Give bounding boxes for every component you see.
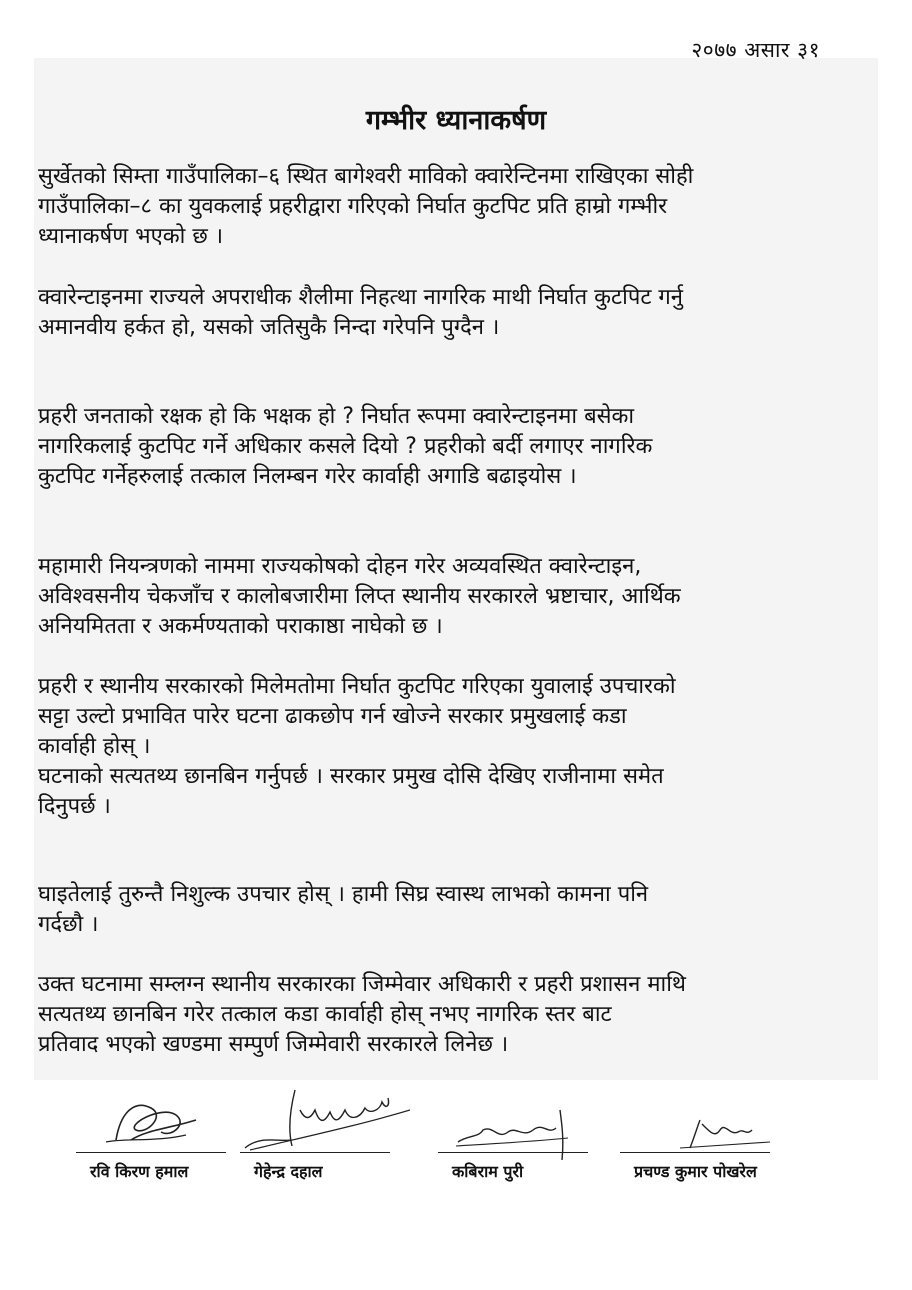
paragraph-line: अनियमितता र अकर्मण्यताको पराकाष्ठा नाघेको छ । [38,614,443,639]
signatory-name: कबिराम पुरी [452,1162,524,1181]
signatory-name: गेहेन्द्र दहाल [254,1162,323,1181]
paragraph-line: नागरिकलाई कुटपिट गर्ने अधिकार कसले दियो ? प्रहरीको बर्दी लगाएर नागरिक [38,434,653,459]
signatory-4 [620,1080,790,1190]
signatory-name: रवि किरण हमाल [90,1162,189,1181]
paragraph-line: गाउँपालिका–८ का युवकलाई प्रहरीद्वारा गरिएको निर्घात कुटपिट प्रति हाम्रो गम्भीर [38,194,668,219]
signature-line [76,1152,226,1153]
signature-block [60,1080,860,1200]
paragraph-line: अविश्वसनीय चेकजाँच र कालोबजारीमा लिप्त स्थानीय सरकारले भ्रष्टाचार, आर्थिक [38,584,681,609]
document-title: गम्भीर ध्यानाकर्षण [365,105,547,136]
paragraph-line: उक्त घटनामा सम्लग्न स्थानीय सरकारका जिम्मेवार अधिकारी र प्रहरी प्रशासन माथि [38,972,686,997]
handwritten-signature [620,1080,790,1160]
signature-line [240,1152,390,1153]
paragraph-2 [38,283,884,343]
paragraph-line: ध्यानाकर्षण भएको छ । [38,224,224,249]
paragraph-6 [38,880,884,940]
paragraph-line: घटनाको सत्यतथ्य छानबिन गर्नुपर्छ । सरकार प्रमुख दोसि देखिए राजीनामा समेत [38,764,664,789]
paragraph-3 [38,402,884,492]
paragraph-line: सुर्खेतको सिम्ता गाउँपालिका–६ स्थित बागेश्वरी माविको क्वारेन्टिनमा राखिएका सोही [38,164,694,189]
paragraph-line: प्रतिवाद भएको खण्डमा सम्पुर्ण जिम्मेवारी सरकारले लिनेछ । [38,1032,509,1057]
paragraph-1 [38,162,884,252]
paragraph-line: घाइतेलाई तुरुन्तै निशुल्क उपचार होस् । हामी सिघ्र स्वास्थ लाभको कामना पनि [38,882,649,907]
paragraph-line: गर्दछौ । [38,912,99,937]
handwritten-signature [240,1080,410,1160]
signatory-3 [438,1080,608,1190]
handwritten-signature [76,1080,246,1160]
signatory-2 [240,1080,410,1190]
paragraph-line: प्रहरी र स्थानीय सरकारको मिलेमतोमा निर्घात कुटपिट गरिएका युवालाई उपचारको [38,674,676,699]
paragraph-line: सत्यतथ्य छानबिन गरेर तत्काल कडा कार्वाही होस् नभए नागरिक स्तर बाट [38,1002,612,1027]
handwritten-signature [438,1080,608,1160]
signature-line [620,1152,770,1153]
paragraph-7 [38,970,884,1060]
paragraph-5 [38,672,884,822]
paragraph-line: अमानवीय हर्कत हो, यसको जतिसुकै निन्दा गरेपनि पुग्दैन । [38,315,500,340]
paragraph-line: प्रहरी जनताको रक्षक हो कि भक्षक हो ? निर्घात रूपमा क्वारेन्टाइनमा बसेका [38,404,635,429]
paragraph-line: महामारी नियन्त्रणको नाममा राज्यकोषको दोहन गरेर अव्यवस्थित क्वारेन्टाइन, [38,554,642,579]
signatory-name: प्रचण्ड कुमार पोखरेल [634,1162,757,1181]
document-date: २०७७ असार ३१ [691,38,820,62]
paragraph-line: दिनुपर्छ । [38,794,111,819]
paragraph-line: कार्वाही होस् । [38,734,151,759]
signature-line [438,1152,588,1153]
signatory-1 [76,1080,246,1190]
paragraph-4 [38,552,884,642]
paragraph-line: सट्टा उल्टो प्रभावित पारेर घटना ढाकछोप गर्न खोज्ने सरकार प्रमुखलाई कडा [38,704,627,729]
paragraph-line: कुटपिट गर्नेहरुलाई तत्काल निलम्बन गरेर कार्वाही अगाडि बढाइयोस । [38,464,577,489]
paragraph-line: क्वारेन्टाइनमा राज्यले अपराधीक शैलीमा निहत्था नागरिक माथी निर्घात कुटपिट गर्नु [38,285,684,310]
